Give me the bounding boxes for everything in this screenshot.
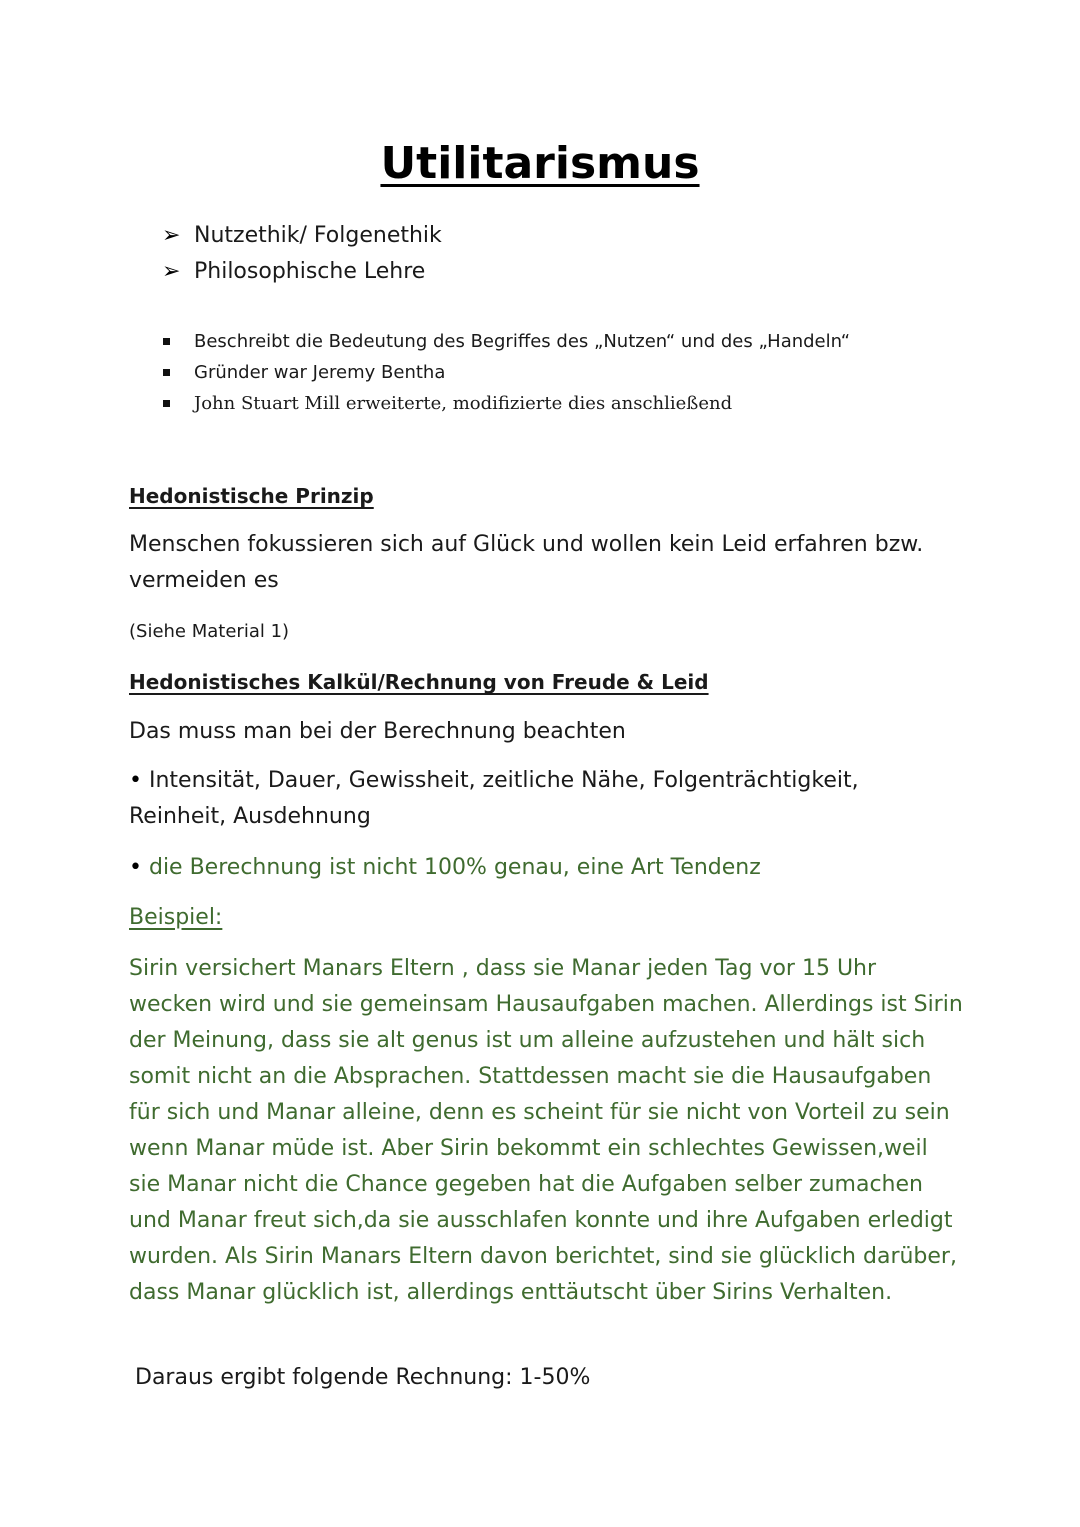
calculus-intro: Das muss man bei der Berechnung beachten xyxy=(129,719,626,744)
bullet-dot-icon: • xyxy=(129,768,142,793)
material-note: (Siehe Material 1) xyxy=(129,621,290,642)
section-heading-hedonistic-principle: Hedonistische Prinzip xyxy=(129,484,374,508)
arrow-bullet-icon: ➢ xyxy=(162,258,181,284)
list-item: Gründer war Jeremy Bentha xyxy=(163,357,850,388)
conclusion-text: Daraus ergibt folgende Rechnung: 1-50% xyxy=(135,1365,591,1390)
square-bullet-icon xyxy=(163,369,170,376)
list-item: ➢ Nutzethik/ Folgenethik xyxy=(162,222,442,248)
arrow-bullet-icon: ➢ xyxy=(162,222,181,248)
calculus-bullet: • Intensität, Dauer, Gewissheit, zeitliche Nähe, Folgenträchtigkeit, Reinheit, Ausdehnung xyxy=(129,768,859,829)
list-item: Beschreibt die Bedeutung des Begriffes des „Nutzen“ und des „Handeln“ xyxy=(163,326,850,357)
square-bullet-icon xyxy=(163,400,170,407)
list-item: John Stuart Mill erweiterte, modifizierte dies anschließend xyxy=(163,388,850,419)
section-text: Menschen fokussieren sich auf Glück und wollen kein Leid erfahren bzw. vermeiden es xyxy=(129,532,924,593)
page-title: Utilitarismus xyxy=(380,138,700,189)
square-bullet-icon xyxy=(163,338,170,345)
section-heading-hedonistic-calculus: Hedonistisches Kalkül/Rechnung von Freude & Leid xyxy=(129,670,709,694)
arrow-bullet-list xyxy=(162,217,442,289)
example-text: Sirin versichert Manars Eltern , dass sie Manar jeden Tag vor 15 Uhr wecken wird und sie gemeinsam Hausaufgaben machen. Allerdings ist Sirin der Meinung, dass sie alt genus ist um alleine aufzustehen und hält sich somit nicht an die Absprachen. Stattdessen macht sie die Hausaufgaben für sich und Manar alleine, denn es scheint für sie nicht von Vorteil zu sein wenn Manar müde ist. Aber Sirin bekommt ein schlechtes Gewissen,weil sie Manar nicht die Chance gegeben hat die Aufgaben selber zumachen und Manar freut sich,da sie ausschlafen konnte und ihre Aufgaben erledigt wurden. Als Sirin Manars Eltern davon berichtet, sind sie glücklich darüber, dass Manar glücklich ist, allerdings enttäutscht über Sirins Verhalten. xyxy=(129,956,963,1305)
bullet-dot-icon: • xyxy=(129,855,142,880)
square-bullet-list xyxy=(163,326,850,419)
example-label: Beispiel: xyxy=(129,905,223,930)
list-item: ➢ Philosophische Lehre xyxy=(162,258,426,284)
calculus-bullet-note: • die Berechnung ist nicht 100% genau, eine Art Tendenz xyxy=(129,855,761,880)
